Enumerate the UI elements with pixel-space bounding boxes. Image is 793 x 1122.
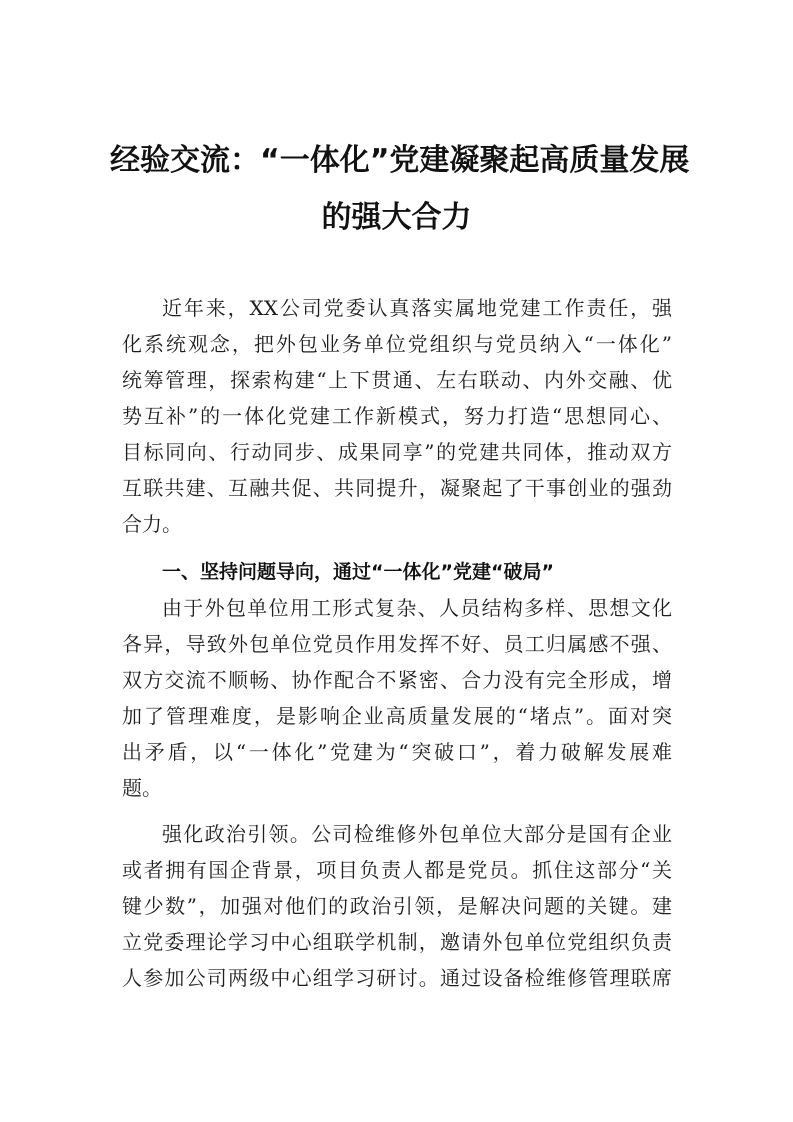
paragraph-1-line: 化系统观念，把外包业务单位党组织与党员纳入“一体化” bbox=[122, 332, 672, 356]
paragraph-1-line: 互联共建、互融共促、共同提升，凝聚起了干事创业的强劲 bbox=[122, 476, 672, 500]
paragraph-1-line: 势互补”的一体化党建工作新模式，努力打造“思想同心、 bbox=[122, 404, 672, 428]
paragraph-2-line: 加了管理难度，是影响企业高质量发展的“堵点”。面对突 bbox=[122, 704, 672, 728]
paragraph-3-line: 人参加公司两级中心组学习研讨。通过设备检维修管理联席 bbox=[122, 966, 672, 990]
paragraph-3-line: 或者拥有国企背景，项目负责人都是党员。抓住这部分“关 bbox=[122, 858, 672, 882]
document-title-line-1: 经验交流：“一体化”党建凝聚起高质量发展 bbox=[110, 143, 690, 178]
section-heading-1: 一、坚持问题导向，通过“一体化”党建“破局” bbox=[162, 561, 554, 583]
paragraph-2-line: 各异，导致外包单位党员作用发挥不好、员工归属感不强、 bbox=[122, 632, 672, 656]
paragraph-2-line: 题。 bbox=[122, 776, 162, 800]
paragraph-1-line: 近年来，XX公司党委认真落实属地党建工作责任，强 bbox=[162, 296, 672, 320]
paragraph-1-line: 合力。 bbox=[122, 512, 182, 536]
document-title-line-2: 的强大合力 bbox=[321, 200, 472, 235]
paragraph-3-line: 强化政治引领。公司检维修外包单位大部分是国有企业 bbox=[162, 822, 672, 846]
paragraph-1-line: 目标同向、行动同步、成果同享”的党建共同体，推动双方 bbox=[122, 440, 672, 464]
paragraph-2-line: 出矛盾，以“一体化”党建为“突破口”，着力破解发展难 bbox=[122, 740, 672, 764]
paragraph-3-line: 键少数”，加强对他们的政治引领，是解决问题的关键。建 bbox=[122, 894, 672, 918]
paragraph-3-line: 立党委理论学习中心组联学机制，邀请外包单位党组织负责 bbox=[122, 930, 672, 954]
paragraph-2-line: 由于外包单位用工形式复杂、人员结构多样、思想文化 bbox=[162, 596, 672, 620]
paragraph-2-line: 双方交流不顺畅、协作配合不紧密、合力没有完全形成，增 bbox=[122, 668, 672, 692]
paragraph-1-line: 统筹管理，探索构建“上下贯通、左右联动、内外交融、优 bbox=[122, 368, 672, 392]
